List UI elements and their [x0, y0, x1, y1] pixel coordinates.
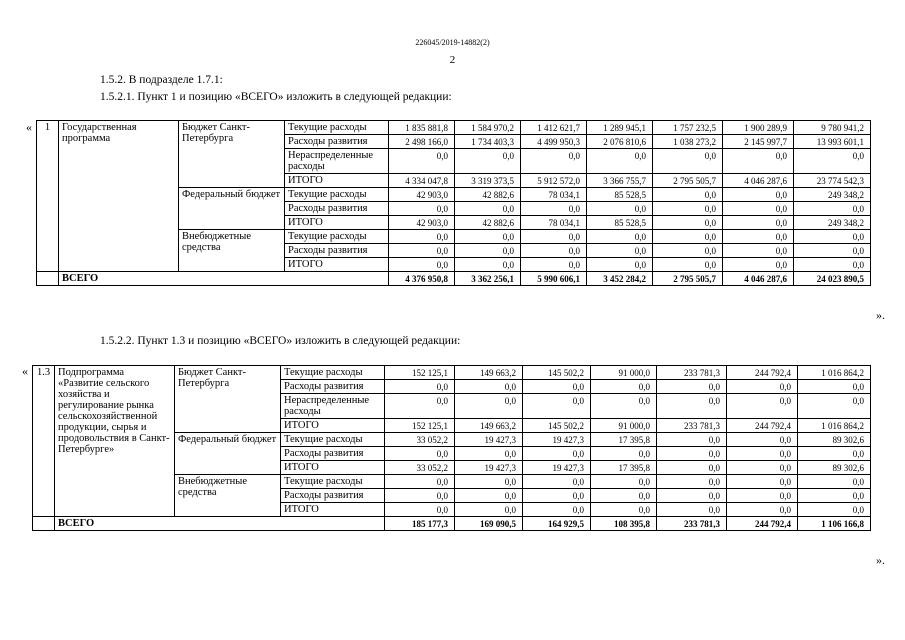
value-cell: 9 780 941,2: [794, 121, 871, 135]
expense-type: ИТОГО: [285, 216, 389, 230]
value-cell: 0,0: [794, 230, 871, 244]
value-cell: 0,0: [591, 447, 657, 461]
value-cell: 0,0: [723, 188, 794, 202]
value-cell: 85 528,5: [587, 216, 653, 230]
value-cell: 3 366 755,7: [587, 174, 653, 188]
value-cell: 2 145 997,7: [723, 135, 794, 149]
value-cell: 0,0: [653, 188, 723, 202]
value-cell: 0,0: [521, 202, 587, 216]
value-cell: 244 792,4: [727, 419, 798, 433]
total-value-cell: 2 795 505,7: [653, 272, 723, 286]
value-cell: 0,0: [455, 380, 523, 394]
subprogram-table: [32, 365, 871, 531]
expense-type: Расходы развития: [285, 202, 389, 216]
funding-source: Федеральный бюджет: [179, 188, 285, 230]
value-cell: 0,0: [727, 394, 798, 419]
expense-type: ИТОГО: [285, 174, 389, 188]
value-cell: 0,0: [653, 230, 723, 244]
section-heading: 1.5.2. В подразделе 1.7.1:: [100, 74, 223, 86]
value-cell: 0,0: [389, 230, 455, 244]
funding-source: Бюджет Санкт-Петербурга: [179, 121, 285, 188]
value-cell: 19 427,3: [523, 461, 591, 475]
value-cell: 5 912 572,0: [521, 174, 587, 188]
value-cell: 149 663,2: [455, 419, 523, 433]
value-cell: 0,0: [657, 394, 727, 419]
total-value-cell: 244 792,4: [727, 517, 798, 531]
funding-source: Внебюджетные средства: [179, 230, 285, 272]
value-cell: 0,0: [723, 202, 794, 216]
value-cell: 1 016 864,2: [798, 366, 871, 380]
value-cell: 152 125,1: [385, 366, 455, 380]
value-cell: 42 882,6: [455, 216, 521, 230]
value-cell: 244 792,4: [727, 366, 798, 380]
value-cell: 0,0: [521, 244, 587, 258]
value-cell: 0,0: [723, 216, 794, 230]
value-cell: 0,0: [727, 433, 798, 447]
value-cell: 19 427,3: [455, 433, 523, 447]
value-cell: 0,0: [653, 216, 723, 230]
expense-type: Текущие расходы: [281, 366, 385, 380]
expense-type: Текущие расходы: [281, 475, 385, 489]
value-cell: 145 502,2: [523, 366, 591, 380]
value-cell: 0,0: [523, 380, 591, 394]
table-row: [37, 121, 871, 135]
total-value-cell: 1 106 166,8: [798, 517, 871, 531]
value-cell: 0,0: [657, 461, 727, 475]
value-cell: 89 302,6: [798, 461, 871, 475]
expense-type: ИТОГО: [281, 419, 385, 433]
value-cell: 1 900 289,9: [723, 121, 794, 135]
value-cell: 0,0: [653, 149, 723, 174]
value-cell: 42 882,6: [455, 188, 521, 202]
value-cell: 0,0: [794, 149, 871, 174]
value-cell: 0,0: [523, 489, 591, 503]
value-cell: 3 319 373,5: [455, 174, 521, 188]
value-cell: 0,0: [385, 380, 455, 394]
value-cell: 233 781,3: [657, 419, 727, 433]
total-value-cell: 164 929,5: [523, 517, 591, 531]
value-cell: 0,0: [389, 244, 455, 258]
value-cell: 0,0: [723, 230, 794, 244]
value-cell: 0,0: [455, 489, 523, 503]
value-cell: 19 427,3: [523, 433, 591, 447]
value-cell: 0,0: [657, 475, 727, 489]
value-cell: 4 046 287,6: [723, 174, 794, 188]
value-cell: 13 993 601,1: [794, 135, 871, 149]
value-cell: 0,0: [723, 149, 794, 174]
total-value-cell: 185 177,3: [385, 517, 455, 531]
value-cell: 0,0: [653, 244, 723, 258]
item-name: Государственная программа: [59, 121, 179, 272]
value-cell: 0,0: [657, 433, 727, 447]
total-value-cell: 4 046 287,6: [723, 272, 794, 286]
funding-source: Бюджет Санкт-Петербурга: [175, 366, 281, 433]
document-number: 226045/2019-14882(2): [415, 38, 490, 47]
value-cell: 1 289 945,1: [587, 121, 653, 135]
total-value-cell: 108 395,8: [591, 517, 657, 531]
value-cell: 85 528,5: [587, 188, 653, 202]
value-cell: 233 781,3: [657, 366, 727, 380]
total-value-cell: 5 990 606,1: [521, 272, 587, 286]
value-cell: 0,0: [385, 394, 455, 419]
value-cell: 1 038 273,2: [653, 135, 723, 149]
value-cell: 33 052,2: [385, 433, 455, 447]
value-cell: 0,0: [591, 475, 657, 489]
value-cell: 0,0: [798, 394, 871, 419]
expense-type: ИТОГО: [281, 503, 385, 517]
expense-type: Расходы развития: [281, 380, 385, 394]
total-label: ВСЕГО: [55, 517, 385, 531]
value-cell: 0,0: [653, 258, 723, 272]
value-cell: 1 734 403,3: [455, 135, 521, 149]
total-value-cell: 3 362 256,1: [455, 272, 521, 286]
value-cell: 0,0: [591, 380, 657, 394]
value-cell: 0,0: [385, 447, 455, 461]
value-cell: 0,0: [723, 258, 794, 272]
expense-type: Текущие расходы: [281, 433, 385, 447]
expense-type: Расходы развития: [281, 447, 385, 461]
value-cell: 0,0: [657, 503, 727, 517]
value-cell: 78 034,1: [521, 216, 587, 230]
value-cell: 2 498 166,0: [389, 135, 455, 149]
expense-type: Расходы развития: [285, 135, 389, 149]
expense-type: ИТОГО: [285, 258, 389, 272]
value-cell: 0,0: [657, 380, 727, 394]
value-cell: 1 016 864,2: [798, 419, 871, 433]
value-cell: 0,0: [653, 202, 723, 216]
value-cell: 0,0: [657, 447, 727, 461]
value-cell: 4 499 950,3: [521, 135, 587, 149]
value-cell: 91 000,0: [591, 366, 657, 380]
value-cell: 0,0: [587, 244, 653, 258]
value-cell: 17 395,8: [591, 461, 657, 475]
value-cell: 0,0: [455, 475, 523, 489]
value-cell: 0,0: [455, 230, 521, 244]
total-row: [37, 272, 871, 286]
table-row: [33, 366, 871, 380]
value-cell: 0,0: [591, 489, 657, 503]
total-value-cell: 169 090,5: [455, 517, 523, 531]
value-cell: 0,0: [591, 394, 657, 419]
total-row: [33, 517, 871, 531]
total-value-cell: 3 452 284,2: [587, 272, 653, 286]
value-cell: 0,0: [523, 475, 591, 489]
value-cell: 0,0: [657, 489, 727, 503]
value-cell: 0,0: [389, 149, 455, 174]
value-cell: 0,0: [798, 380, 871, 394]
value-cell: 1 584 970,2: [455, 121, 521, 135]
expense-type: Текущие расходы: [285, 230, 389, 244]
value-cell: 0,0: [587, 149, 653, 174]
value-cell: 17 395,8: [591, 433, 657, 447]
total-blank: [33, 517, 55, 531]
value-cell: 0,0: [523, 394, 591, 419]
paragraph-1-5-2-1: 1.5.2.1. Пункт 1 и позицию «ВСЕГО» изложить в следующей редакции:: [100, 91, 452, 103]
expense-type: Нераспределенные расходы: [285, 149, 389, 174]
paragraph-1-5-2-2: 1.5.2.2. Пункт 1.3 и позицию «ВСЕГО» изложить в следующей редакции:: [100, 335, 461, 347]
value-cell: 0,0: [591, 503, 657, 517]
expense-type: Расходы развития: [281, 489, 385, 503]
value-cell: 0,0: [727, 447, 798, 461]
value-cell: 149 663,2: [455, 366, 523, 380]
table2-close-quote: ».: [876, 553, 885, 567]
value-cell: 19 427,3: [455, 461, 523, 475]
value-cell: 0,0: [794, 202, 871, 216]
value-cell: 249 348,2: [794, 216, 871, 230]
value-cell: 42 903,0: [389, 188, 455, 202]
value-cell: 0,0: [723, 244, 794, 258]
value-cell: 2 076 810,6: [587, 135, 653, 149]
value-cell: 0,0: [727, 461, 798, 475]
table1-close-quote: ».: [876, 308, 885, 322]
value-cell: 33 052,2: [385, 461, 455, 475]
value-cell: 0,0: [523, 447, 591, 461]
table1-open-quote: «: [26, 120, 32, 134]
expense-type: Нераспределенные расходы: [281, 394, 385, 419]
value-cell: 0,0: [389, 258, 455, 272]
value-cell: 4 334 047,8: [389, 174, 455, 188]
value-cell: 0,0: [523, 503, 591, 517]
value-cell: 0,0: [455, 202, 521, 216]
value-cell: 152 125,1: [385, 419, 455, 433]
value-cell: 0,0: [794, 258, 871, 272]
total-value-cell: 4 376 950,8: [389, 272, 455, 286]
expense-type: Текущие расходы: [285, 121, 389, 135]
value-cell: 145 502,2: [523, 419, 591, 433]
value-cell: 0,0: [798, 503, 871, 517]
value-cell: 0,0: [455, 394, 523, 419]
value-cell: 0,0: [455, 447, 523, 461]
value-cell: 0,0: [727, 475, 798, 489]
value-cell: 78 034,1: [521, 188, 587, 202]
value-cell: 1 757 232,5: [653, 121, 723, 135]
value-cell: 0,0: [521, 230, 587, 244]
value-cell: 0,0: [455, 244, 521, 258]
value-cell: 0,0: [727, 489, 798, 503]
value-cell: 0,0: [798, 447, 871, 461]
value-cell: 0,0: [798, 489, 871, 503]
value-cell: 0,0: [455, 503, 523, 517]
value-cell: 249 348,2: [794, 188, 871, 202]
page-number: 2: [449, 54, 456, 66]
value-cell: 0,0: [385, 475, 455, 489]
value-cell: 0,0: [385, 503, 455, 517]
value-cell: 42 903,0: [389, 216, 455, 230]
program-table: [36, 120, 871, 286]
value-cell: 0,0: [727, 503, 798, 517]
value-cell: 0,0: [587, 202, 653, 216]
value-cell: 0,0: [521, 149, 587, 174]
item-number: 1.3: [33, 366, 55, 517]
expense-type: ИТОГО: [281, 461, 385, 475]
value-cell: 0,0: [389, 202, 455, 216]
value-cell: 0,0: [455, 258, 521, 272]
value-cell: 0,0: [521, 258, 587, 272]
expense-type: Расходы развития: [285, 244, 389, 258]
value-cell: 89 302,6: [798, 433, 871, 447]
value-cell: 91 000,0: [591, 419, 657, 433]
total-value-cell: 24 023 890,5: [794, 272, 871, 286]
value-cell: 23 774 542,3: [794, 174, 871, 188]
total-blank: [37, 272, 59, 286]
value-cell: 0,0: [587, 230, 653, 244]
total-value-cell: 233 781,3: [657, 517, 727, 531]
funding-source: Федеральный бюджет: [175, 433, 281, 475]
value-cell: 1 412 621,7: [521, 121, 587, 135]
value-cell: 1 835 881,8: [389, 121, 455, 135]
value-cell: 0,0: [587, 258, 653, 272]
value-cell: 0,0: [794, 244, 871, 258]
funding-source: Внебюджетные средства: [175, 475, 281, 517]
item-number: 1: [37, 121, 59, 272]
total-label: ВСЕГО: [59, 272, 389, 286]
value-cell: 2 795 505,7: [653, 174, 723, 188]
item-name: Подпрограмма «Развитие сельского хозяйства и регулирование рынка сельскохозяйственной продукции, сырья и продовольствия в Санкт-Петербурге»: [55, 366, 175, 517]
expense-type: Текущие расходы: [285, 188, 389, 202]
value-cell: 0,0: [455, 149, 521, 174]
value-cell: 0,0: [385, 489, 455, 503]
value-cell: 0,0: [798, 475, 871, 489]
table2-open-quote: «: [22, 364, 28, 378]
value-cell: 0,0: [727, 380, 798, 394]
